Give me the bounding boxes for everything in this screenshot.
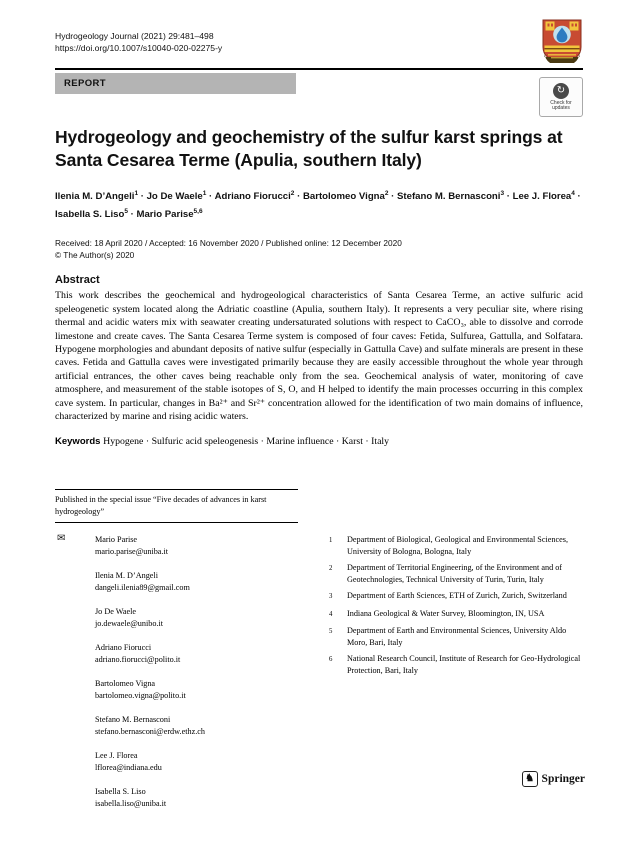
contact-item	[95, 750, 305, 773]
contact-name: Stefano M. Bernasconi	[95, 715, 171, 725]
contact-email[interactable]: dangeli.ilenia89@gmail.com	[95, 582, 190, 592]
publication-dates	[55, 238, 583, 261]
author-list	[55, 186, 583, 222]
affiliation-text: Indiana Geological & Water Survey, Bloomington, IN, USA	[347, 608, 545, 618]
author-separator: ·	[294, 191, 303, 203]
contact-item	[95, 714, 305, 737]
contact-email[interactable]: mario.parise@uniba.it	[95, 546, 169, 556]
contact-email[interactable]: lflorea@indiana.edu	[95, 762, 162, 772]
journal-header	[55, 0, 583, 63]
author-separator: ·	[206, 191, 215, 203]
contact-name: Bartolomeo Vigna	[95, 679, 156, 689]
author-separator: ·	[388, 191, 398, 203]
author-name: Stefano M. Bernasconi$^3$	[397, 190, 505, 203]
keyword-items: Hypogene · Sulfuric acid speleogenesis · Marine influence · Karst · Italy	[103, 436, 390, 448]
affiliation-number: 3	[329, 593, 333, 601]
copyright-line: © The Author(s) 2020	[55, 249, 135, 260]
author-name: Jo De Waele$^1$	[146, 190, 207, 203]
author-name: Bartolomeo Vigna$^2$	[302, 190, 389, 203]
contact-email[interactable]: jo.dewaele@unibo.it	[95, 618, 164, 628]
check-updates-icon: ↻	[553, 83, 569, 99]
contact-item	[95, 606, 305, 629]
affiliation-number: 1	[329, 537, 333, 545]
contact-email[interactable]: stefano.bernasconi@erdw.ethz.ch	[95, 726, 205, 736]
affiliation-item	[329, 534, 583, 557]
keywords-label: Keywords	[55, 436, 101, 448]
contact-item	[95, 786, 305, 809]
affiliation-text: National Research Council, Institute of Research for Geo-Hydrological Protection, Bari, Italy	[347, 654, 581, 675]
contacts-column	[55, 534, 305, 822]
author-separator: ·	[138, 191, 147, 203]
author-name: Adriano Fiorucci$^2$	[214, 190, 295, 203]
contact-name: Jo De Waele	[95, 607, 137, 617]
author-separator: ·	[504, 191, 513, 203]
footnote-block	[55, 489, 298, 523]
doi-link[interactable]: https://doi.org/10.1007/s10040-020-02275-y	[55, 43, 223, 53]
author-separator: ·	[127, 209, 137, 221]
journal-info	[55, 30, 222, 54]
affiliation-item	[329, 562, 583, 585]
article-title: Hydrogeology and geochemistry of the sulfur karst springs at Santa Cesarea Terme (Apulia, southern Italy)	[55, 127, 563, 170]
report-row	[55, 73, 583, 117]
affiliation-text: Department of Biological, Geological and Environmental Sciences, University of Bologna, Bologna, Italy	[347, 535, 568, 556]
abstract-heading: Abstract	[55, 274, 100, 287]
article-type-badge: REPORT	[55, 73, 296, 94]
contact-item	[95, 642, 305, 665]
contact-list	[55, 534, 305, 809]
check-for-updates-button[interactable]	[539, 77, 583, 117]
contact-name: Adriano Fiorucci	[95, 643, 152, 653]
author-separator: ·	[574, 191, 581, 203]
contact-name: Ilenia M. D’Angeli	[95, 571, 158, 581]
affiliation-number: 5	[329, 628, 333, 636]
affiliation-text: Department of Earth Sciences, ETH of Zurich, Zurich, Switzerland	[347, 591, 567, 601]
affiliation-number: 6	[329, 656, 333, 664]
journal-citation: Hydrogeology Journal (2021) 29:481–498	[55, 31, 214, 41]
author-name: Ilenia M. D’Angeli$^1$	[55, 190, 139, 203]
affiliation-item	[329, 590, 583, 603]
affiliation-text: Department of Territorial Engineering, of the Environment and of Geotechnologies, Technical University of Turin, Turin, Italy	[347, 563, 563, 584]
author-name: Lee J. Florea$^4$	[512, 190, 575, 203]
contact-email[interactable]: bartolomeo.vigna@polito.it	[95, 690, 186, 700]
affiliation-item	[329, 608, 583, 621]
abstract-text: This work describes the geochemical and hydrogeological characteristics of Santa Cesarea Terme, an active sulfuric acid speleogenetic system located along the Adriatic coastline (Apulia, southern Italy). It represents a very peculiar site, where rising thermal and acidic waters mix with seawater creating undersaturated solutions with respect to CaCO₃, able to dissolve and corrode limestone and create caves. The Santa Cesarea Terme system is composed of four caves: Fetida, Sulfurea, Gattulla, and Solfatara. Hypogene morphologies and abundant deposits of native sulfur (especially in Gattulla Cave) and sulfate minerals are present in these caves. Fetida and Gattulla caves were investigated primarily because they are easily accessible throughout the whole year through artificial entrances, the other caves being reachable only from the sea. Geochemical analysis of water, monitoring of cave atmosphere, and measurement of the stable isotopes of S, O, and H helped to identify the main processes occurring in this complex cave system. In particular, changes in Ba²⁺ and Sr²⁺ concentration allowed for the identification of two main domains of influence, characterized by marine and rising acidic waters.	[55, 290, 583, 423]
journal-logo-crest-icon	[541, 19, 583, 63]
footer-columns	[55, 534, 583, 822]
affiliation-number: 4	[329, 610, 333, 618]
author-name: Mario Parise$^{5,6}$	[136, 208, 203, 221]
author-name: Isabella S. Liso$^5$	[55, 208, 128, 221]
affiliation-item	[329, 653, 583, 676]
publisher-logo	[522, 771, 585, 787]
check-updates-label: Check for updates	[550, 99, 572, 111]
contact-name: Mario Parise	[95, 535, 138, 545]
contact-email[interactable]: isabella.liso@uniba.it	[95, 798, 167, 808]
publisher-name: Springer	[541, 773, 585, 785]
contact-name: Lee J. Florea	[95, 751, 138, 761]
springer-knight-icon: ♞	[522, 771, 538, 787]
affiliation-number: 2	[329, 565, 333, 573]
contact-item	[95, 678, 305, 701]
envelope-icon: ✉	[57, 533, 66, 545]
contact-name: Isabella S. Liso	[95, 787, 146, 797]
received-accepted-line: Received: 18 April 2020 / Accepted: 16 November 2020 / Published online: 12 December 2020	[55, 238, 402, 249]
contact-item	[57, 533, 305, 557]
special-issue-note: Published in the special issue “Five decades of advances in karst hydrogeology”	[55, 495, 267, 516]
header-divider	[55, 68, 583, 70]
contact-email[interactable]: adriano.fiorucci@polito.it	[95, 654, 181, 664]
keywords-line	[55, 436, 583, 447]
footnote-rule-bottom	[55, 522, 298, 523]
affiliation-item	[329, 625, 583, 648]
affiliation-text: Department of Earth and Environmental Sciences, University Aldo Moro, Bari, Italy	[347, 626, 567, 647]
affiliation-list	[329, 534, 583, 676]
page-content	[55, 0, 583, 822]
contact-item	[95, 570, 305, 593]
